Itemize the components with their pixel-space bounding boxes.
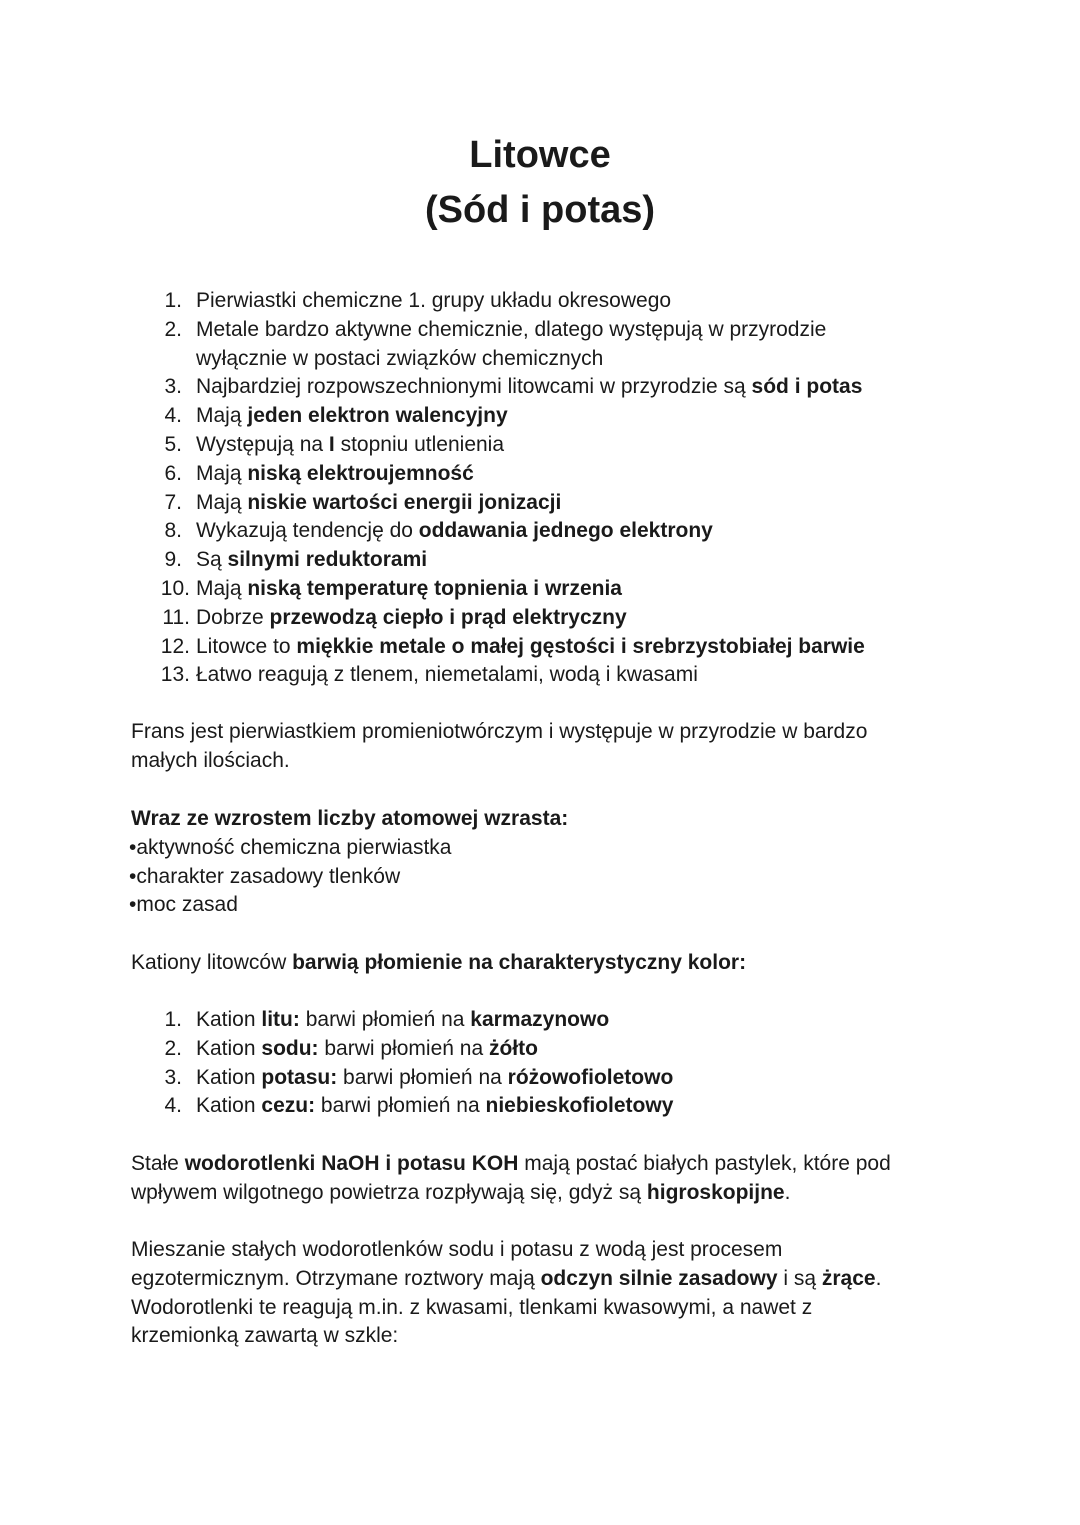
text-segment: wpływem wilgotnego powietrza rozpływają się, gdyż są: [131, 1180, 647, 1204]
atomic-item: •moc zasad: [129, 893, 238, 917]
text-segment: stopniu utlenienia: [334, 432, 505, 456]
bold-text: sodu:: [261, 1036, 319, 1060]
list-item-number: 2.: [164, 1036, 182, 1060]
list-item: [0, 1064, 673, 1093]
bold-text: sód i potas: [751, 375, 863, 399]
list-item-number: 12.: [160, 634, 190, 658]
list-item-number: 13.: [160, 663, 190, 687]
bold-text: karmazynowo: [470, 1008, 610, 1031]
text-segment: Mieszanie stałych wodorotlenków sodu i potasu z wodą jest procesem: [131, 1238, 783, 1261]
bold-text: żółto: [488, 1036, 538, 1060]
flame-intro-plain: Kationy litowców: [131, 951, 293, 974]
frans-paragraph: [131, 718, 931, 776]
bold-text: miękkie metale o małej gęstości i srebrzystobiałej barwie: [296, 634, 865, 658]
text-segment: Są: [196, 548, 228, 572]
text-segment: Kation: [196, 1036, 262, 1060]
frans-line-1: Frans jest pierwiastkiem promieniotwórczym i występuje w przyrodzie w bardzo: [131, 720, 868, 743]
text-segment: .: [784, 1180, 791, 1204]
text-segment: krzemionką zawartą w szkle:: [131, 1324, 399, 1348]
bold-text: odczyn silnie zasadowy: [540, 1266, 778, 1290]
list-item-number: 7.: [164, 490, 182, 514]
text-segment: Stałe: [131, 1152, 185, 1175]
bold-text: silnymi reduktorami: [227, 548, 428, 572]
bold-text: przewodzą ciepło i prąd elektryczny: [269, 605, 627, 629]
list-item-number: 3.: [164, 375, 182, 399]
bold-text: litu:: [261, 1008, 300, 1031]
list-item-number: 6.: [164, 461, 182, 485]
mixing-paragraph: [131, 1236, 931, 1351]
list-item: [0, 489, 865, 518]
bold-text: niebieskofioletowy: [485, 1094, 674, 1118]
bold-text: higroskopijne: [646, 1180, 785, 1204]
list-item: [0, 633, 865, 662]
text-segment: Litowce to: [196, 634, 297, 658]
list-item-number: 1.: [164, 1008, 182, 1031]
bold-text: różowofioletowo: [507, 1065, 674, 1089]
text-segment: Mają: [196, 461, 248, 485]
text-segment: Najbardziej rozpowszechnionymi litowcami w przyrodzie są: [196, 375, 752, 399]
text-segment: .: [875, 1266, 882, 1290]
text-segment: Wykazują tendencję do: [196, 519, 419, 543]
paragraph-line: [131, 1236, 931, 1265]
text-segment: Kation: [196, 1094, 262, 1118]
atomic-item: •aktywność chemiczna pierwiastka: [129, 835, 452, 859]
list-item: [0, 1006, 673, 1035]
bold-text: żrące: [821, 1266, 876, 1290]
list-item-number: 1.: [164, 289, 182, 312]
hydroxides-paragraph: [131, 1150, 931, 1208]
flame-intro-bold: barwią płomienie na charakterystyczny kolor:: [292, 951, 747, 974]
list-item-number: 8.: [164, 519, 182, 543]
list-item: [0, 546, 865, 575]
list-item-number: 11.: [162, 605, 190, 629]
list-item: [0, 517, 865, 546]
list-item: [0, 460, 865, 489]
frans-line-2: małych ilościach.: [131, 748, 290, 772]
list-item: [0, 1092, 673, 1121]
text-segment: barwi płomień na: [299, 1008, 471, 1031]
text-segment: Pierwiastki chemiczne 1. grupy układu okresowego: [196, 289, 672, 312]
list-item-number: 10.: [160, 576, 190, 600]
text-segment: Kation: [196, 1008, 262, 1031]
text-segment: barwi płomień na: [315, 1094, 486, 1118]
list-item-number: 9.: [164, 548, 182, 572]
text-segment: Mają: [196, 576, 248, 600]
bold-text: potasu:: [261, 1065, 338, 1089]
page-title: [0, 128, 1080, 238]
bold-text: jeden elektron walencyjny: [247, 404, 508, 428]
bold-text: niską elektroujemność: [247, 461, 474, 485]
list-item: [0, 1035, 673, 1064]
text-segment: Metale bardzo aktywne chemicznie, dlatego występują w przyrodzie wyłącznie w postaci związków chemicznych: [196, 317, 827, 370]
title-line-2: (Sód i potas): [424, 189, 656, 231]
list-item: [0, 431, 865, 460]
list-item-number: 4.: [164, 1094, 182, 1118]
text-segment: mają postać białych pastylek, które pod: [518, 1152, 891, 1175]
bold-text: I: [328, 432, 335, 456]
properties-list: [0, 287, 865, 690]
text-segment: Kation: [196, 1065, 262, 1089]
bold-text: niską temperaturę topnienia i wrzenia: [247, 576, 622, 600]
bold-text: wodorotlenki NaOH i potasu KOH: [184, 1152, 519, 1175]
bold-text: cezu:: [261, 1094, 316, 1118]
text-segment: barwi płomień na: [318, 1036, 489, 1060]
paragraph-line: [131, 1265, 931, 1294]
text-segment: i są: [777, 1266, 822, 1290]
flame-colors-list: [0, 1006, 673, 1121]
atomic-item: •charakter zasadowy tlenków: [129, 864, 401, 888]
paragraph-line: [131, 1150, 931, 1179]
paragraph-line: [131, 1294, 931, 1323]
list-item: [0, 316, 856, 374]
list-item-number: 3.: [164, 1065, 182, 1089]
text-segment: barwi płomień na: [337, 1065, 508, 1089]
atomic-number-section: [131, 805, 931, 920]
paragraph-line: [131, 1322, 931, 1351]
list-item-number: 5.: [164, 432, 182, 456]
text-segment: Wodorotlenki te reagują m.in. z kwasami, tlenkami kwasowymi, a nawet z: [131, 1295, 813, 1319]
title-line-1: Litowce: [469, 134, 611, 176]
text-segment: Występują na: [196, 432, 329, 456]
atomic-heading: Wraz ze wzrostem liczby atomowej wzrasta:: [131, 807, 569, 830]
text-segment: Mają: [196, 490, 248, 514]
text-segment: Dobrze: [196, 605, 270, 629]
list-item: [0, 575, 865, 604]
list-item: [0, 373, 865, 402]
flame-intro: [131, 949, 931, 978]
bold-text: niskie wartości energii jonizacji: [247, 490, 562, 514]
text-segment: Łatwo reagują z tlenem, niemetalami, wodą i kwasami: [196, 663, 698, 687]
paragraph-line: [131, 1179, 931, 1208]
list-item-number: 4.: [164, 404, 182, 428]
bold-text: oddawania jednego elektrony: [418, 519, 713, 543]
list-item: [0, 402, 865, 431]
text-segment: egzotermicznym. Otrzymane roztwory mają: [131, 1266, 541, 1290]
list-item-number: 2.: [164, 317, 182, 341]
list-item: [0, 604, 865, 633]
list-item: [0, 661, 865, 690]
text-segment: Mają: [196, 404, 248, 428]
list-item: [0, 287, 865, 316]
